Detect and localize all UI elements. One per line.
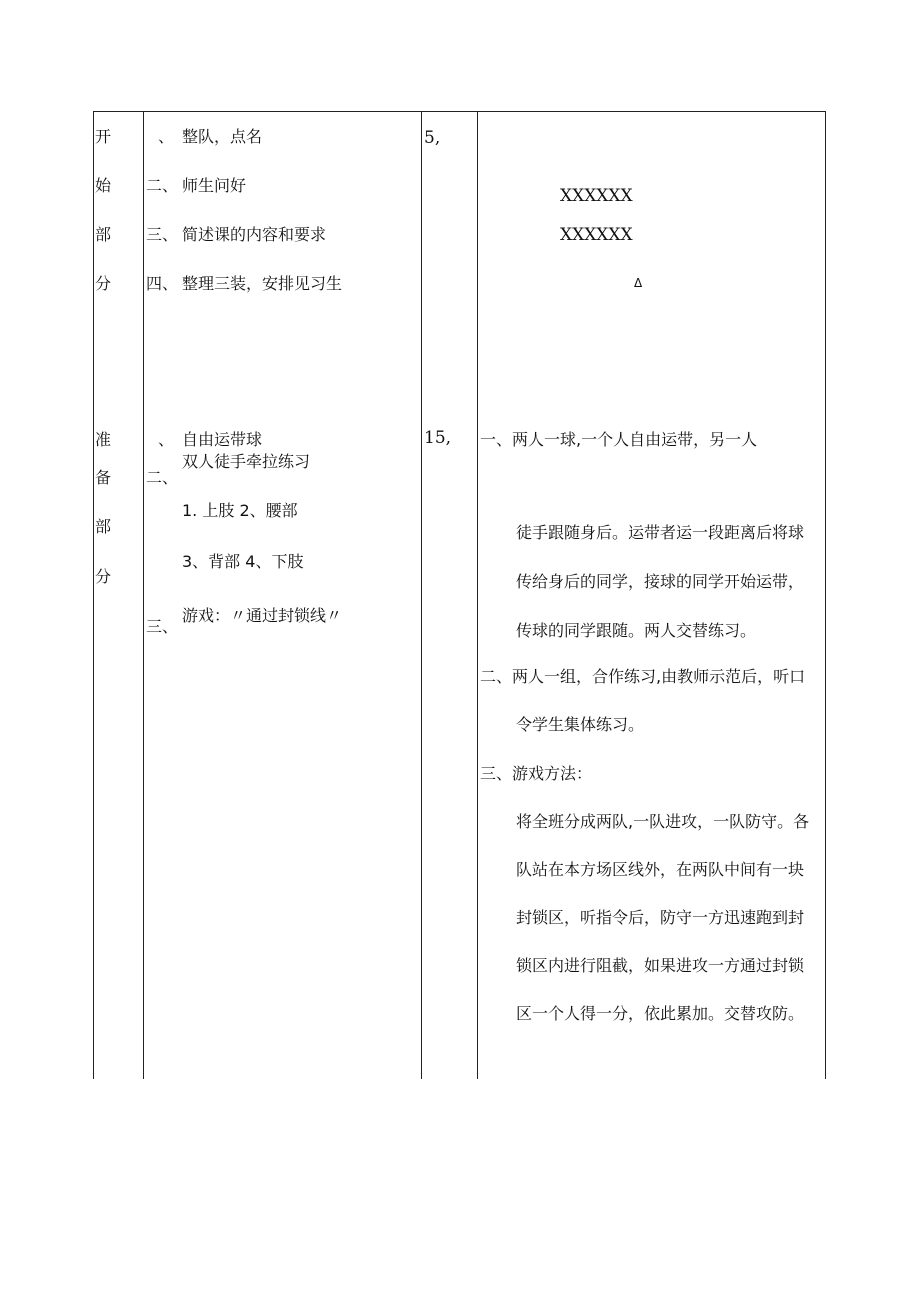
column-divider-time bbox=[421, 111, 422, 1079]
method-line: 区一个人得一分，依此累加。交替攻防。 bbox=[516, 1004, 805, 1023]
column-divider-method bbox=[477, 111, 478, 1079]
item-number: 四、 bbox=[146, 274, 179, 293]
formation-row: XXXXXX bbox=[560, 225, 633, 245]
section-label-char: 分 bbox=[95, 274, 112, 293]
item-text: 双人徒手牵拉练习 bbox=[182, 452, 311, 471]
section-label-char: 开 bbox=[95, 127, 112, 146]
formation-row: XXXXXX bbox=[560, 186, 633, 206]
item-text: 简述课的内容和要求 bbox=[182, 225, 327, 244]
section-label-char: 部 bbox=[95, 517, 112, 536]
item-subtext: 3、背部 4、下肢 bbox=[182, 552, 304, 571]
table-top-border bbox=[93, 111, 826, 112]
section-label-char: 准 bbox=[95, 430, 112, 449]
item-text: 自由运带球 bbox=[182, 430, 263, 449]
item-number: 、 bbox=[158, 430, 175, 449]
item-subtext: 1. 上肢 2、腰部 bbox=[182, 501, 298, 520]
section-label-char: 备 bbox=[95, 468, 112, 487]
time-value: 5, bbox=[424, 128, 441, 148]
method-line: 一、两人一球,一个人自由运带，另一人 bbox=[480, 430, 758, 449]
method-line: 传球的同学跟随。两人交替练习。 bbox=[516, 621, 757, 640]
section-label-char: 部 bbox=[95, 225, 112, 244]
method-line: 徒手跟随身后。运带者运一段距离后将球 bbox=[516, 523, 805, 542]
item-number: 、 bbox=[158, 127, 175, 146]
section-label-char: 分 bbox=[95, 567, 112, 586]
item-text: 师生问好 bbox=[182, 176, 247, 195]
item-number: 三、 bbox=[146, 225, 179, 244]
column-divider-content bbox=[143, 111, 144, 1079]
table-left-border bbox=[93, 111, 94, 1079]
method-line: 令学生集体练习。 bbox=[516, 715, 645, 734]
item-text: 整理三装，安排见习生 bbox=[182, 274, 343, 293]
item-text: 游戏：〃通过封锁线〃 bbox=[182, 606, 343, 625]
teacher-triangle-icon: Δ bbox=[634, 276, 643, 290]
item-number: 二、 bbox=[146, 468, 179, 487]
method-line: 二、两人一组，合作练习,由教师示范后，听口 bbox=[480, 667, 806, 686]
item-number: 二、 bbox=[146, 176, 179, 195]
time-value: 15, bbox=[424, 428, 452, 448]
method-line: 传给身后的同学，接球的同学开始运带， bbox=[516, 572, 805, 591]
section-label-char: 始 bbox=[95, 176, 112, 195]
method-line: 将全班分成两队,一队进攻，一队防守。各 bbox=[516, 812, 810, 831]
table-right-border bbox=[825, 111, 826, 1079]
method-line: 封锁区，听指令后，防守一方迅速跑到封 bbox=[516, 908, 805, 927]
method-line: 三、游戏方法： bbox=[480, 764, 593, 783]
item-text: 整队，点名 bbox=[182, 127, 263, 146]
method-line: 队站在本方场区线外，在两队中间有一块 bbox=[516, 860, 805, 879]
method-line: 锁区内进行阻截，如果进攻一方通过封锁 bbox=[516, 956, 805, 975]
item-number: 三、 bbox=[146, 617, 179, 636]
